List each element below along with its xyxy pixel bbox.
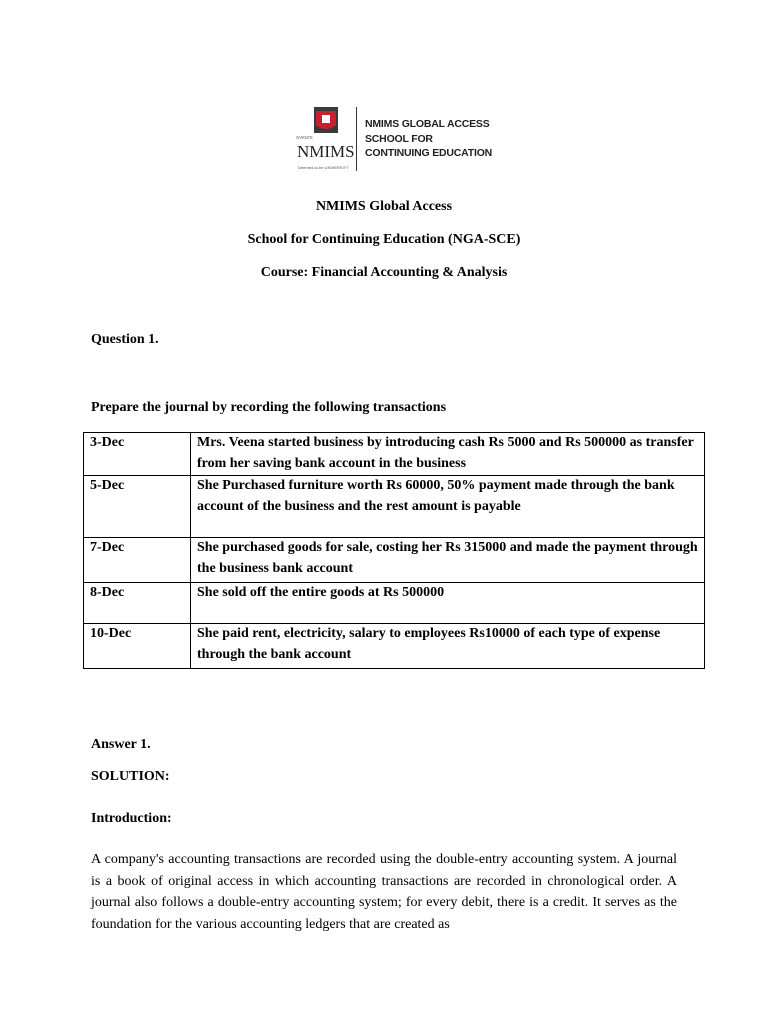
transaction-description: Mrs. Veena started business by introducing cash Rs 5000 and Rs 500000 as transfer from her saving bank account in the business <box>191 433 705 476</box>
transaction-date: 5-Dec <box>84 476 191 538</box>
logo-emblem-small: SVKM'S <box>296 135 313 140</box>
introduction-paragraph: A company's accounting transactions are recorded using the double-entry accounting system. A journal is a book of original access in which accounting transactions are recorded in chronological order. A journal also follows a double-entry accounting system; for every debit, there is a credit. It serves as the foundation for the various accounting ledgers that are created as <box>91 852 677 932</box>
header-line-1: NMIMS Global Access <box>315 199 453 214</box>
logo-text-line: NMIMS GLOBAL ACCESS <box>365 118 490 130</box>
answer-label: Answer 1. <box>91 737 151 752</box>
header-line-2: School for Continuing Education (NGA-SCE) <box>247 232 521 247</box>
nmims-emblem-icon <box>296 103 356 175</box>
table-row <box>84 583 705 624</box>
transaction-date: 8-Dec <box>84 583 191 624</box>
logo-text-line: CONTINUING EDUCATION <box>365 147 493 159</box>
logo-divider <box>356 107 357 171</box>
logo-text-line: SCHOOL FOR <box>365 132 433 145</box>
question-prompt: Prepare the journal by recording the following transactions <box>91 400 447 415</box>
logo-text <box>365 117 495 161</box>
question-label: Question 1. <box>91 332 159 347</box>
logo-sub: Deemed-to-be UNIVERSITY <box>298 165 349 170</box>
introduction-heading: Introduction: <box>91 811 172 826</box>
transaction-description: She paid rent, electricity, salary to employees Rs10000 of each type of expense through the bank account <box>191 624 705 669</box>
transaction-date: 7-Dec <box>84 538 191 583</box>
logo-brand: NMIMS <box>297 142 355 161</box>
transaction-description: She Purchased furniture worth Rs 60000, 50% payment made through the bank account of the business and the rest amount is payable <box>191 476 705 538</box>
table-row <box>84 476 705 538</box>
table-row <box>84 624 705 669</box>
transactions-table <box>83 432 705 669</box>
nmims-logo <box>296 103 496 175</box>
header-line-3: Course: Financial Accounting & Analysis <box>260 265 508 280</box>
table-row <box>84 433 705 476</box>
transaction-date: 3-Dec <box>84 433 191 476</box>
table-row <box>84 538 705 583</box>
transaction-description: She purchased goods for sale, costing her Rs 315000 and made the payment through the business bank account <box>191 538 705 583</box>
solution-label: SOLUTION: <box>91 769 170 784</box>
transaction-description: She sold off the entire goods at Rs 500000 <box>191 583 705 624</box>
transaction-date: 10-Dec <box>84 624 191 669</box>
